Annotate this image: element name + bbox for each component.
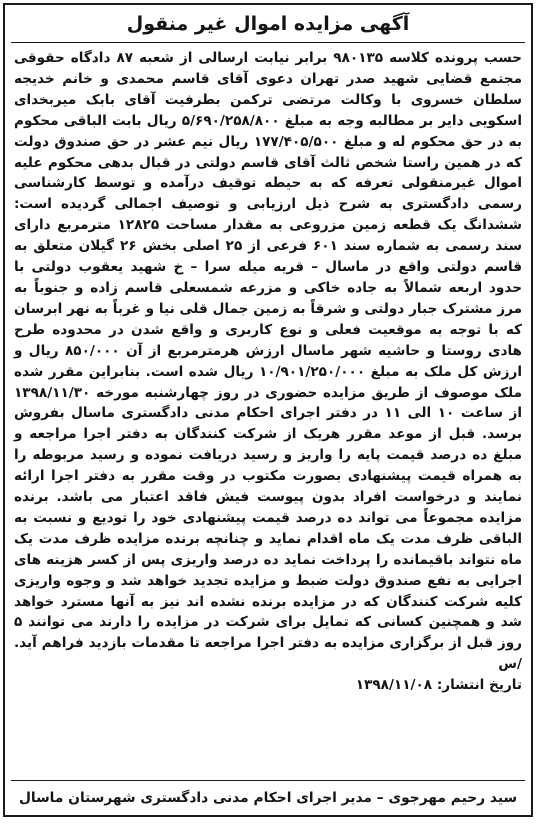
publication-date-value: ۱۳۹۸/۱۱/۰۸: [355, 677, 433, 694]
legal-notice: [3, 3, 533, 817]
notice-title-bar: [11, 5, 525, 43]
notice-signature-bar: [11, 780, 525, 815]
publication-date-label: تاریخ انتشار:: [436, 677, 522, 694]
notice-body: [5, 43, 531, 675]
notice-paragraph: حسب پرونده کلاسه ۹۸۰۱۳۵ برابر نیابت ارسالی از شعبه ۸۷ دادگاه حقوقی مجتمع قضایی شهید صدر تهران دعوی آقای قاسم محمدی و خانم خدیجه سلطان خسروی با وکالت مرتضی ترکمن بطرفیت آقای بابک میربخدای اسکویی دایر بر مطالبه وجه به مبلغ ۵/۶۹۰/۲۵۸/۸۰۰ ریال بابت الباقی محکوم به در حق محکوم له و مبلغ ۱۷۷/۴۰۵/۵۰۰ ریال نیم عشر در حق صندوق دولت که در همین راستا شخص ثالث آقای قاسم دولتی در قبال بدهی محکوم علیه اموال غیرمنقولی تعرفه که به حیطه توقیف درآمده و توسط کارشناسی رسمی دادگستری به شرح ذیل ارزیابی و توصیف اجمالی گردیده است: ششدانگ یک قطعه زمین مزروعی به مقدار مساحت ۱۲۸۲۵ مترمربع دارای سند رسمی به شماره سند ۶۰۱ فرعی از ۲۵ اصلی بخش ۲۶ گیلان متعلق به قاسم دولتی واقع در ماسال – قریه میله سرا – خ شهید یعقوب دولتی با حدود اربعه شمالاً به جاده خاکی و مزرعه شمسعلی قاسم زاده و جنوباً به مرز مشترک جبار دولتی و شرقاً به زمین جمال قلی نیا و غرباً به نهر ابرسان که با توجه به موقعیت فعلی و نوع کاربری و واقع شدن در محدوده طرح هادی روستا و حاشیه شهر ماسال ارزش هرمترمربع از آن ۸۵۰/۰۰۰ ریال و ارزش کل ملک به مبلغ ۱۰/۹۰۱/۲۵۰/۰۰۰ ریال شده است. بنابراین مقرر شده ملک موصوف از طریق مزایده حضوری در روز چهارشنبه مورخه ۱۳۹۸/۱۱/۳۰ از ساعت ۱۰ الی ۱۱ در دفتر اجرای احکام مدنی دادگستری ماسال بفروش برسد. قبل از موعد مقرر هریک از شرکت کنندگان به دفتر اجرا مراجعه و مبلغ ده درصد قیمت پایه را واریز و رسید دریافت نموده و رسید مربوطه را به همراه قیمت پیشنهادی بصورت مکتوب در وقت مقرر به دفتر اجرا ارائه نمایند و درخواست افراد بدون پیوست فیش فاقد اعتبار می باشد. برنده مزایده مجموعاً می تواند ده درصد قیمت پیشنهادی خود را تودیع و نسبت به الباقی ظرف مدت یک ماه اقدام نماید و چنانچه برنده مزایده ظرف مدت یک ماه نتواند باقیمانده را پرداخت نماید ده درصد واریزی پس از کسر هزینه های اجرایی به نفع صندوق دولت ضبط و مزایده تجدید خواهد شد و وجوه واریزی کلیه شرکت کنندگان که در مزایده برنده نشده اند نیز به آنها مسترد خواهد شد و همچنین کسانی که تمایل برای شرکت در مزایده را دارند می توانند ۵ روز قبل از برگزاری مزایده به دفتر اجرا مراجعه تا مقدمات بازدید فراهم آید. /س: [14, 50, 523, 673]
publication-date-line: [5, 675, 531, 696]
notice-title: آگهی مزایده اموال غیر منقول: [126, 12, 410, 35]
notice-signature: سید رحیم مهرجوی – مدیر اجرای احکام مدنی دادگستری شهرستان ماسال: [18, 790, 518, 806]
